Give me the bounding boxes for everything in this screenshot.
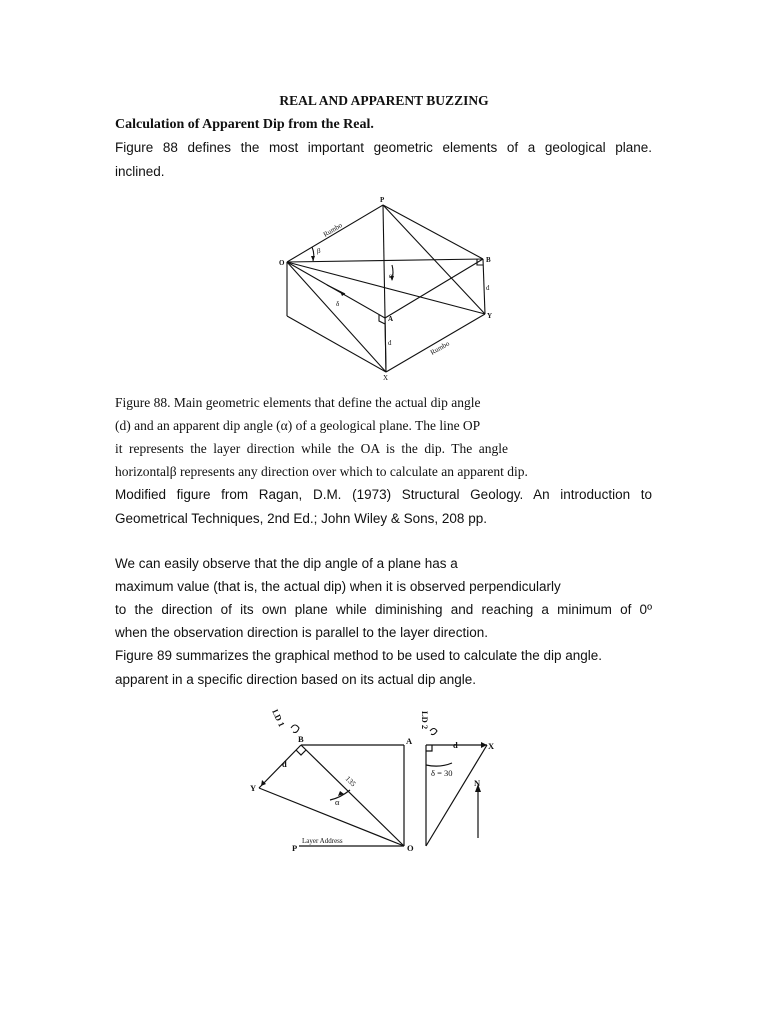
fig89-label-A: A — [406, 736, 413, 746]
fig89-label-d-left: d — [282, 759, 287, 769]
intro-line-2: inclined. — [115, 164, 165, 179]
fig88-label-alpha: α — [389, 272, 393, 280]
caption-line-2: (d) and an apparent dip angle (α) of a geological plane. The line OP — [115, 418, 481, 433]
fig89-label-delta: δ = 30 — [431, 768, 453, 778]
caption-line-3: it represents the layer direction while the OA is the dip. The angle — [115, 441, 508, 456]
fig88-label-rumbo-bottom: Rumbo — [429, 339, 451, 357]
fig89-label-O: O — [407, 843, 414, 853]
fig89-label-X: X — [488, 741, 495, 751]
fig89-label-alpha: α — [335, 797, 340, 807]
fig89-label-d-right: d — [453, 740, 458, 750]
caption-line-1: Figure 88. Main geometric elements that define the actual dip angle — [115, 395, 481, 410]
intro-line-1: Figure 88 defines the most important geometric elements of a geological plane. — [115, 140, 652, 155]
fig89-label-Y: Y — [250, 783, 257, 793]
fig89-curl-LD2 — [430, 729, 437, 735]
fig89-label-N: N — [474, 778, 481, 788]
fig88-label-beta: β — [317, 247, 321, 255]
fig89-label-layer-address: Layer Address — [302, 837, 343, 845]
body-line-6: apparent in a specific direction based on its actual dip angle. — [115, 672, 476, 687]
body-line-4: when the observation direction is parallel to the layer direction. — [115, 625, 488, 640]
caption-line-4: horizontalβ represents any direction over which to calculate an apparent dip. — [115, 464, 528, 479]
fig88-label-delta: δ — [336, 300, 340, 308]
fig89-label-LD2: LD 2 — [420, 711, 430, 730]
fig89-curl-LD1 — [291, 725, 299, 733]
fig88-label-d-center: d — [388, 339, 392, 347]
fig88-label-X: X — [383, 374, 389, 382]
body-line-3: to the direction of its own plane while diminishing and reaching a minimum of 0º — [115, 602, 652, 617]
fig89-label-B: B — [298, 734, 304, 744]
fig88-label-O: O — [279, 259, 285, 267]
body-line-1: We can easily observe that the dip angle of a plane has a — [115, 556, 458, 571]
body-line-5: Figure 89 summarizes the graphical method to be used to calculate the dip angle. — [115, 648, 603, 663]
fig89-right-angle-top — [426, 745, 432, 751]
fig89-line-BO — [301, 745, 404, 846]
fig88-label-rumbo-top: Rumbo — [321, 221, 344, 239]
body-line-2: maximum value (that is, the actual dip) when it is observed perpendicularly — [115, 579, 561, 594]
fig89-label-LD1: LD 1 — [270, 707, 287, 729]
fig89-label-P: P — [292, 843, 298, 853]
fig89-right-angle-B — [296, 750, 306, 755]
page-title: REAL AND APPARENT BUZZING — [279, 93, 489, 108]
fig89-arc-delta — [426, 763, 452, 766]
fig89-line-BY — [259, 745, 301, 788]
fig88-label-d-right: d — [486, 284, 490, 292]
fig88-label-B: B — [486, 256, 491, 264]
reference-line-2: Geometrical Techniques, 2nd Ed.; John Wiley & Sons, 208 pp. — [115, 511, 487, 526]
fig88-label-P: P — [380, 196, 385, 204]
fig88-label-A: A — [388, 315, 394, 323]
fig88-label-Y: Y — [487, 312, 493, 320]
section-subtitle: Calculation of Apparent Dip from the Real. — [115, 117, 374, 132]
fig89-label-135: 135 — [343, 774, 358, 789]
reference-line-1: Modified figure from Ragan, D.M. (1973) Structural Geology. An introduction to — [115, 487, 652, 502]
